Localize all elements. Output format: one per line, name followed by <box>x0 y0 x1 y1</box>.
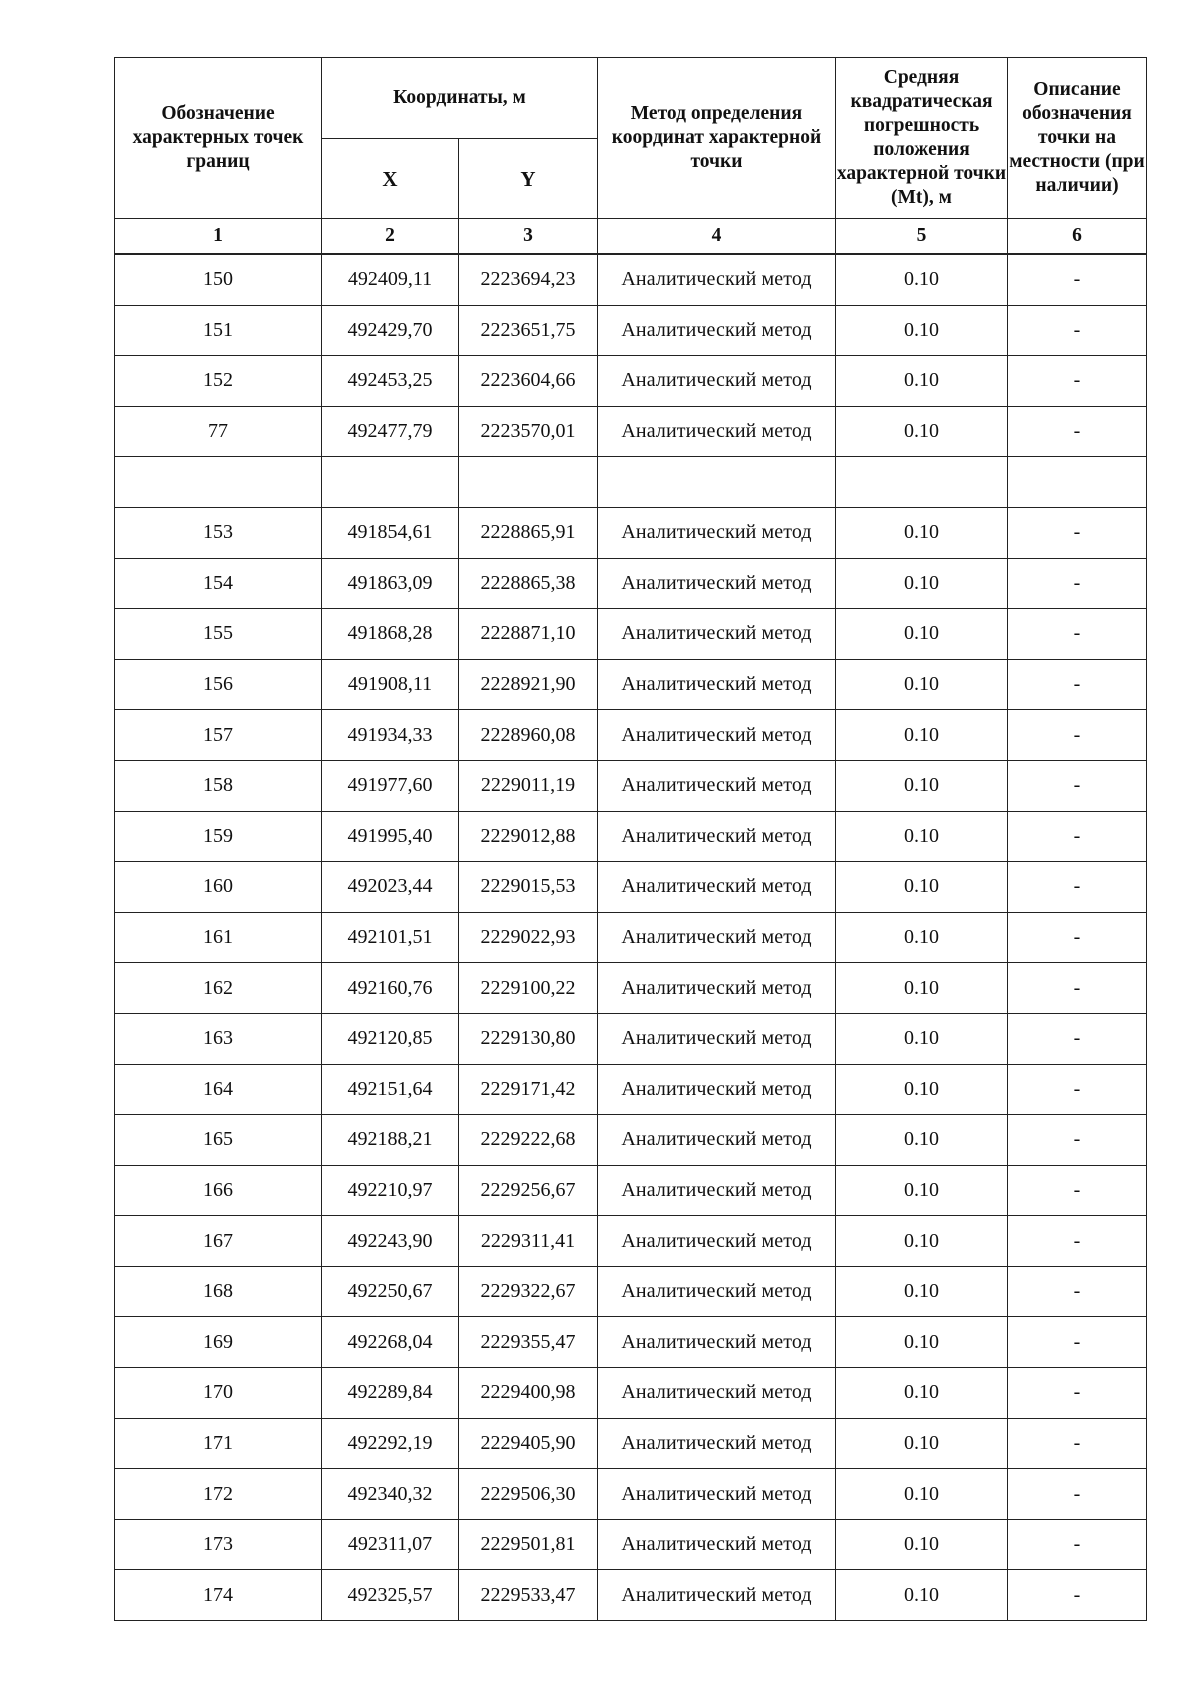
header-error: Средняя квадратическая погрешность положения характерной точки (Mt), м <box>836 58 1008 219</box>
cell-point: 160 <box>115 862 322 913</box>
cell-description: - <box>1008 1115 1147 1166</box>
cell-point: 152 <box>115 356 322 407</box>
cell-y: 2229405,90 <box>459 1418 598 1469</box>
header-description: Описание обозначения точки на местности (при наличии) <box>1008 58 1147 219</box>
header-method: Метод определения координат характерной точки <box>598 58 836 219</box>
cell-error: 0.10 <box>836 963 1008 1014</box>
cell-method: Аналитический метод <box>598 305 836 356</box>
table-row <box>115 305 1147 356</box>
cell-point: 151 <box>115 305 322 356</box>
header-x: X <box>322 139 459 219</box>
column-number: 1 <box>115 219 322 254</box>
cell-description: - <box>1008 1064 1147 1115</box>
cell-y: 2229011,19 <box>459 760 598 811</box>
cell-description: - <box>1008 1570 1147 1621</box>
cell-error: 0.10 <box>836 305 1008 356</box>
cell-x: 492023,44 <box>322 862 459 913</box>
cell-error: 0.10 <box>836 507 1008 558</box>
cell-description <box>1008 457 1147 508</box>
cell-y: 2223570,01 <box>459 406 598 457</box>
cell-description: - <box>1008 305 1147 356</box>
cell-y: 2229400,98 <box>459 1368 598 1419</box>
cell-method: Аналитический метод <box>598 1519 836 1570</box>
cell-method: Аналитический метод <box>598 1013 836 1064</box>
cell-description: - <box>1008 912 1147 963</box>
cell-error: 0.10 <box>836 1165 1008 1216</box>
cell-y: 2229130,80 <box>459 1013 598 1064</box>
cell-point: 159 <box>115 811 322 862</box>
table-row <box>115 1317 1147 1368</box>
table-row <box>115 1570 1147 1621</box>
cell-description: - <box>1008 659 1147 710</box>
cell-description: - <box>1008 760 1147 811</box>
cell-description: - <box>1008 1368 1147 1419</box>
cell-error: 0.10 <box>836 659 1008 710</box>
cell-error: 0.10 <box>836 1216 1008 1267</box>
cell-method: Аналитический метод <box>598 406 836 457</box>
cell-method: Аналитический метод <box>598 1266 836 1317</box>
header-point: Обозначение характерных точек границ <box>115 58 322 219</box>
cell-y: 2229501,81 <box>459 1519 598 1570</box>
cell-error: 0.10 <box>836 1266 1008 1317</box>
cell-x: 492243,90 <box>322 1216 459 1267</box>
cell-y: 2229022,93 <box>459 912 598 963</box>
cell-point: 155 <box>115 609 322 660</box>
cell-method: Аналитический метод <box>598 255 836 306</box>
cell-x: 492268,04 <box>322 1317 459 1368</box>
table-row <box>115 1368 1147 1419</box>
cell-point: 154 <box>115 558 322 609</box>
cell-y: 2229012,88 <box>459 811 598 862</box>
cell-x: 492188,21 <box>322 1115 459 1166</box>
cell-method: Аналитический метод <box>598 862 836 913</box>
column-number: 4 <box>598 219 836 254</box>
cell-error: 0.10 <box>836 1317 1008 1368</box>
cell-point: 166 <box>115 1165 322 1216</box>
cell-y: 2223651,75 <box>459 305 598 356</box>
cell-error: 0.10 <box>836 710 1008 761</box>
cell-error: 0.10 <box>836 1469 1008 1520</box>
cell-y: 2229533,47 <box>459 1570 598 1621</box>
table-row <box>115 963 1147 1014</box>
cell-y: 2229311,41 <box>459 1216 598 1267</box>
table-row <box>115 1013 1147 1064</box>
table-row <box>115 1115 1147 1166</box>
cell-point: 77 <box>115 406 322 457</box>
cell-error: 0.10 <box>836 558 1008 609</box>
table-row <box>115 356 1147 407</box>
cell-y: 2228871,10 <box>459 609 598 660</box>
cell-y: 2229015,53 <box>459 862 598 913</box>
cell-method: Аналитический метод <box>598 912 836 963</box>
cell-x: 492151,64 <box>322 1064 459 1115</box>
table-row <box>115 1469 1147 1520</box>
cell-point: 164 <box>115 1064 322 1115</box>
cell-x: 491995,40 <box>322 811 459 862</box>
cell-error: 0.10 <box>836 1013 1008 1064</box>
column-number: 2 <box>322 219 459 254</box>
cell-error: 0.10 <box>836 811 1008 862</box>
cell-point: 169 <box>115 1317 322 1368</box>
cell-point: 165 <box>115 1115 322 1166</box>
cell-error: 0.10 <box>836 862 1008 913</box>
column-number: 6 <box>1008 219 1147 254</box>
cell-method: Аналитический метод <box>598 1216 836 1267</box>
cell-method: Аналитический метод <box>598 963 836 1014</box>
cell-point: 158 <box>115 760 322 811</box>
cell-method: Аналитический метод <box>598 1165 836 1216</box>
cell-method <box>598 457 836 508</box>
cell-method: Аналитический метод <box>598 1064 836 1115</box>
cell-description: - <box>1008 811 1147 862</box>
cell-y: 2228960,08 <box>459 710 598 761</box>
cell-y: 2223694,23 <box>459 255 598 306</box>
cell-x: 492311,07 <box>322 1519 459 1570</box>
cell-y: 2229506,30 <box>459 1469 598 1520</box>
cell-method: Аналитический метод <box>598 558 836 609</box>
cell-error: 0.10 <box>836 1519 1008 1570</box>
table-row <box>115 760 1147 811</box>
table-row <box>115 1418 1147 1469</box>
cell-y: 2229355,47 <box>459 1317 598 1368</box>
cell-method: Аналитический метод <box>598 1570 836 1621</box>
cell-method: Аналитический метод <box>598 356 836 407</box>
cell-y: 2228865,91 <box>459 507 598 558</box>
cell-description: - <box>1008 609 1147 660</box>
cell-y: 2229322,67 <box>459 1266 598 1317</box>
cell-error: 0.10 <box>836 912 1008 963</box>
cell-point: 173 <box>115 1519 322 1570</box>
cell-y <box>459 457 598 508</box>
cell-description: - <box>1008 255 1147 306</box>
cell-point: 150 <box>115 255 322 306</box>
cell-description: - <box>1008 1165 1147 1216</box>
cell-error: 0.10 <box>836 1115 1008 1166</box>
cell-point: 162 <box>115 963 322 1014</box>
cell-x: 492325,57 <box>322 1570 459 1621</box>
cell-description: - <box>1008 558 1147 609</box>
cell-y: 2228865,38 <box>459 558 598 609</box>
cell-method: Аналитический метод <box>598 811 836 862</box>
table-row <box>115 255 1147 306</box>
cell-error: 0.10 <box>836 1064 1008 1115</box>
header-y: Y <box>459 139 598 219</box>
cell-description: - <box>1008 406 1147 457</box>
cell-error: 0.10 <box>836 356 1008 407</box>
cell-error: 0.10 <box>836 609 1008 660</box>
cell-description: - <box>1008 1216 1147 1267</box>
cell-error: 0.10 <box>836 1368 1008 1419</box>
table-row <box>115 1165 1147 1216</box>
cell-y: 2223604,66 <box>459 356 598 407</box>
cell-point: 172 <box>115 1469 322 1520</box>
cell-error <box>836 457 1008 508</box>
cell-description: - <box>1008 710 1147 761</box>
cell-description: - <box>1008 862 1147 913</box>
cell-description: - <box>1008 1317 1147 1368</box>
cell-x: 492120,85 <box>322 1013 459 1064</box>
cell-description: - <box>1008 1469 1147 1520</box>
cell-y: 2229222,68 <box>459 1115 598 1166</box>
cell-error: 0.10 <box>836 255 1008 306</box>
cell-x: 491908,11 <box>322 659 459 710</box>
cell-description: - <box>1008 507 1147 558</box>
cell-x: 492429,70 <box>322 305 459 356</box>
cell-y: 2229256,67 <box>459 1165 598 1216</box>
cell-method: Аналитический метод <box>598 1368 836 1419</box>
cell-error: 0.10 <box>836 760 1008 811</box>
cell-error: 0.10 <box>836 1418 1008 1469</box>
header-coords: Координаты, м <box>322 58 598 139</box>
cell-point: 168 <box>115 1266 322 1317</box>
cell-x: 492409,11 <box>322 255 459 306</box>
cell-method: Аналитический метод <box>598 760 836 811</box>
cell-method: Аналитический метод <box>598 507 836 558</box>
cell-x: 491934,33 <box>322 710 459 761</box>
table-row <box>115 1266 1147 1317</box>
cell-x: 492340,32 <box>322 1469 459 1520</box>
cell-description: - <box>1008 1266 1147 1317</box>
cell-description: - <box>1008 1519 1147 1570</box>
cell-x: 491868,28 <box>322 609 459 660</box>
cell-point: 157 <box>115 710 322 761</box>
column-number: 3 <box>459 219 598 254</box>
cell-x: 491863,09 <box>322 558 459 609</box>
table-row <box>115 811 1147 862</box>
cell-error: 0.10 <box>836 1570 1008 1621</box>
cell-x <box>322 457 459 508</box>
table-row <box>115 1216 1147 1267</box>
cell-method: Аналитический метод <box>598 659 836 710</box>
cell-x: 492289,84 <box>322 1368 459 1419</box>
table-row <box>115 558 1147 609</box>
cell-method: Аналитический метод <box>598 710 836 761</box>
cell-x: 492453,25 <box>322 356 459 407</box>
cell-x: 492292,19 <box>322 1418 459 1469</box>
table-row <box>115 862 1147 913</box>
cell-point: 171 <box>115 1418 322 1469</box>
cell-description: - <box>1008 1418 1147 1469</box>
cell-error: 0.10 <box>836 406 1008 457</box>
cell-point: 170 <box>115 1368 322 1419</box>
cell-y: 2229171,42 <box>459 1064 598 1115</box>
table-row <box>115 1064 1147 1115</box>
cell-x: 492210,97 <box>322 1165 459 1216</box>
cell-method: Аналитический метод <box>598 1317 836 1368</box>
cell-x: 492477,79 <box>322 406 459 457</box>
cell-description: - <box>1008 1013 1147 1064</box>
table-row <box>115 659 1147 710</box>
cell-x: 491977,60 <box>322 760 459 811</box>
cell-point: 153 <box>115 507 322 558</box>
cell-point: 167 <box>115 1216 322 1267</box>
cell-point <box>115 457 322 508</box>
cell-y: 2228921,90 <box>459 659 598 710</box>
table-row <box>115 457 1147 508</box>
table-row <box>115 609 1147 660</box>
table-row <box>115 710 1147 761</box>
table-row <box>115 406 1147 457</box>
cell-point: 163 <box>115 1013 322 1064</box>
cell-x: 492250,67 <box>322 1266 459 1317</box>
table-row <box>115 912 1147 963</box>
cell-method: Аналитический метод <box>598 1469 836 1520</box>
cell-point: 156 <box>115 659 322 710</box>
cell-x: 492101,51 <box>322 912 459 963</box>
cell-point: 174 <box>115 1570 322 1621</box>
cell-method: Аналитический метод <box>598 1418 836 1469</box>
cell-x: 492160,76 <box>322 963 459 1014</box>
cell-description: - <box>1008 356 1147 407</box>
coordinates-table <box>114 254 1147 1621</box>
cell-x: 491854,61 <box>322 507 459 558</box>
cell-description: - <box>1008 963 1147 1014</box>
cell-method: Аналитический метод <box>598 1115 836 1166</box>
table-row <box>115 507 1147 558</box>
table-header <box>114 57 1147 254</box>
cell-point: 161 <box>115 912 322 963</box>
cell-method: Аналитический метод <box>598 609 836 660</box>
table-row <box>115 1519 1147 1570</box>
column-number: 5 <box>836 219 1008 254</box>
cell-y: 2229100,22 <box>459 963 598 1014</box>
